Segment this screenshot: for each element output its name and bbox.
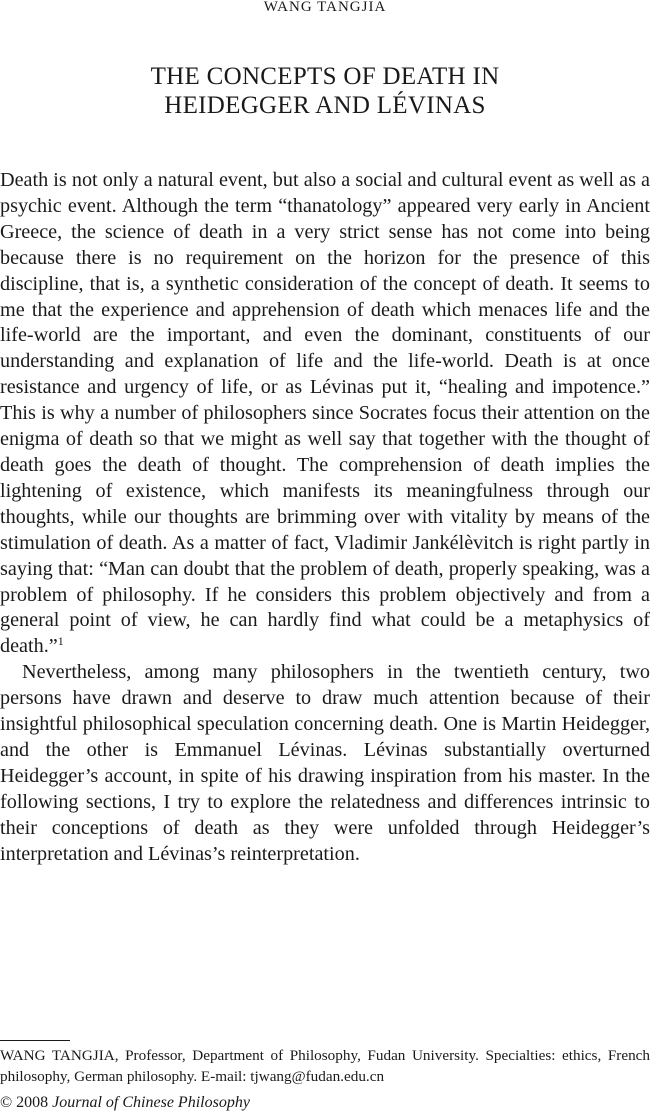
journal-name: Journal of Chinese Philosophy (52, 1094, 250, 1111)
footnote-divider (0, 1040, 70, 1041)
author-footnote: WANG TANGJIA, Professor, Department of Philosophy, Fudan University. Specialties: ethics, French philosophy, German philosophy. E-mail: tjwang@fudan.edu.cn (0, 1047, 650, 1085)
article-title-line-1: THE CONCEPTS OF DEATH IN (150, 63, 500, 90)
body-paragraph-1 (0, 168, 650, 660)
body-paragraph-2: Nevertheless, among many philosophers in the twentieth century, two persons have drawn and deserve to draw much attention because of their insightful philosophical speculation concerning death. One is Martin Heidegger, and the other is Emmanuel Lévinas. Lévinas substantially overturned Heidegger’s account, in spite of his drawing inspiration from his master. In the following sections, I try to explore the relatedness and differences intrinsic to their conceptions of death as they were unfolded through Heidegger’s interpretation and Lévinas’s reinterpretation. (0, 661, 650, 865)
footnote-reference: 1 (57, 634, 64, 649)
article-title (0, 62, 650, 120)
article-body (0, 168, 650, 867)
body-paragraph-1-text: Death is not only a natural event, but also a social and cultural event as well as a psychic event. Although the term “thanatology” appeared very early in Ancient Greece, the science of death in a very strict sense has not come into being because there is no requirement on the horizon for the presence of this discipline, that is, a synthetic consideration of the concept of death. It seems to me that the experience and apprehension of death which menaces life and the life-world are the important, and even the dominant, constituents of our understanding and explanation of life and the life-world. Death is at once resistance and urgency of life, or as Lévinas put it, “healing and impotence.” This is why a number of philosophers since Socrates focus their attention on the enigma of death so that we might as well say that together with the thought of death goes the death of thought. The comprehension of death implies the lightening of existence, which manifests its meaningfulness through our thoughts, while our thoughts are brimming over with vitality by means of the stimulation of death. As a matter of fact, Vladimir Jankélèvitch is right partly in saying that: “Man can doubt that the problem of death, properly speaking, was a problem of philosophy. If he considers this problem objectively and from a general point of view, he can hardly find what could be a metaphysics of death.” (0, 169, 650, 658)
running-head: WANG TANGJIA (263, 0, 387, 15)
copyright-year: © 2008 (0, 1094, 49, 1111)
copyright-line (0, 1092, 250, 1113)
article-title-line-2: HEIDEGGER AND LÉVINAS (164, 92, 486, 119)
